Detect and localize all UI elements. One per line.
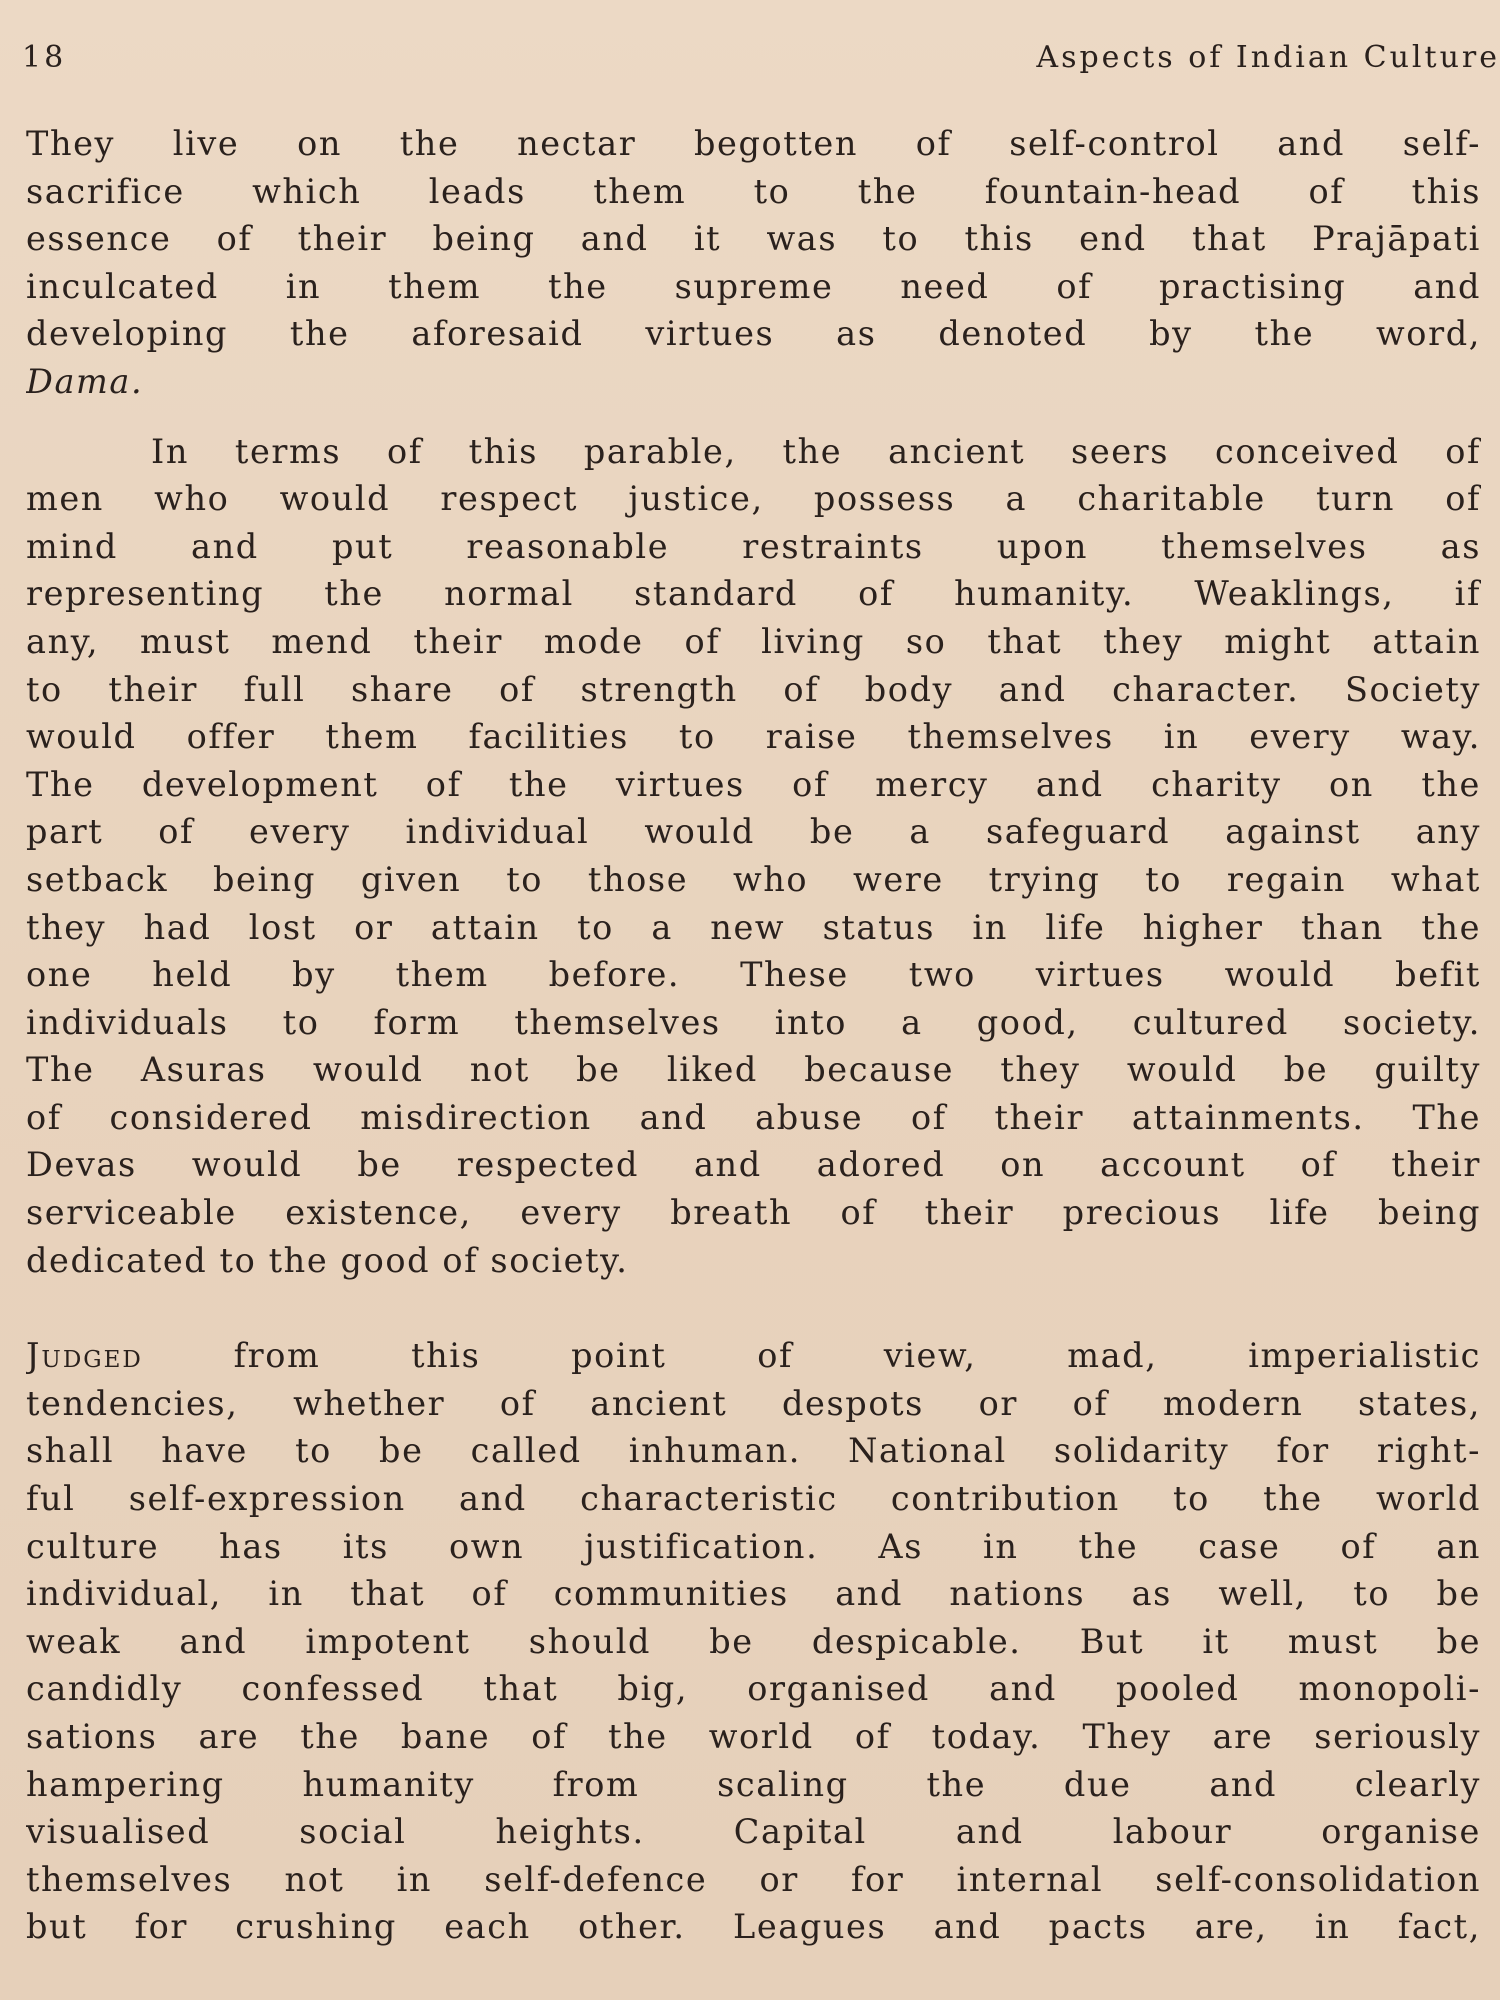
paragraph-lead-word: Judged bbox=[26, 1336, 143, 1376]
text-line: weak and impotent should be despicable. But it must be bbox=[26, 1621, 1481, 1661]
text-line: to their full share of strength of body and character. Society bbox=[26, 669, 1481, 709]
text-line: individual, in that of communities and nations as well, to be bbox=[26, 1574, 1481, 1614]
text-line: dedicated to the good of society. bbox=[26, 1240, 629, 1280]
text-line: but for crushing each other. Leagues and pacts are, in fact, bbox=[26, 1907, 1481, 1947]
text-line: mind and put reasonable restraints upon themselves as bbox=[26, 526, 1481, 566]
paragraph bbox=[26, 428, 1481, 1285]
text-line: Devas would be respected and adored on account of their bbox=[26, 1145, 1481, 1185]
text-line: visualised social heights. Capital and labour organise bbox=[26, 1812, 1481, 1852]
text-line bbox=[26, 358, 1481, 406]
running-head: Aspects of Indian Culture bbox=[1036, 40, 1500, 75]
text-line: In terms of this parable, the ancient seers conceived of bbox=[151, 431, 1481, 471]
text-line: essence of their being and it was to this end that Prajāpati bbox=[26, 219, 1481, 259]
text-line: setback being given to those who were trying to regain what bbox=[26, 859, 1481, 899]
text-line: serviceable existence, every breath of their precious life being bbox=[26, 1193, 1481, 1233]
page-body bbox=[26, 120, 1481, 1951]
text-line: they had lost or attain to a new status in life higher than the bbox=[26, 907, 1481, 947]
text-line: culture has its own justification. As in the case of an bbox=[26, 1526, 1481, 1566]
text-line: ful self-expression and characteristic contribution to the world bbox=[26, 1479, 1481, 1519]
text-line: tendencies, whether of ancient despots or of modern states, bbox=[26, 1383, 1481, 1423]
text-line: They live on the nectar begotten of self-control and self- bbox=[26, 124, 1481, 163]
text-line: part of every individual would be a safeguard against any bbox=[26, 812, 1481, 852]
text-line bbox=[26, 1332, 1481, 1380]
paragraph bbox=[26, 1332, 1481, 1951]
text-line: shall have to be called inhuman. National solidarity for right- bbox=[26, 1431, 1481, 1471]
text-line: would offer them facilities to raise themselves in every way. bbox=[26, 717, 1481, 757]
text-line: any, must mend their mode of living so that they might attain bbox=[26, 621, 1481, 661]
paragraph bbox=[26, 120, 1481, 406]
text-line: sacrifice which leads them to the fountain-head of this bbox=[26, 171, 1481, 211]
text-line: developing the aforesaid virtues as denoted by the word, bbox=[26, 314, 1481, 354]
text-line: sations are the bane of the world of today. They are seriously bbox=[26, 1717, 1481, 1756]
first-line-text: from this point of view, mad, imperialistic bbox=[233, 1336, 1481, 1376]
text-line: The development of the virtues of mercy and charity on the bbox=[26, 764, 1481, 804]
page-header bbox=[22, 40, 1500, 90]
text-line: themselves not in self-defence or for internal self-consolidation bbox=[26, 1859, 1481, 1899]
text-line: one held by them before. These two virtues would befit bbox=[26, 955, 1481, 995]
text-line: representing the normal standard of humanity. Weaklings, if bbox=[26, 574, 1481, 614]
text-line: of considered misdirection and abuse of their attainments. The bbox=[26, 1097, 1481, 1137]
text-line: The Asuras would not be liked because they would be guilty bbox=[26, 1050, 1481, 1090]
text-line: inculcated in them the supreme need of practising and bbox=[26, 266, 1481, 306]
text-line: men who would respect justice, possess a charitable turn of bbox=[26, 479, 1481, 519]
text-line: hampering humanity from scaling the due and clearly bbox=[26, 1764, 1481, 1804]
text-line: candidly confessed that big, organised and pooled monopoli- bbox=[26, 1669, 1481, 1709]
page-number: 18 bbox=[22, 40, 67, 75]
text-line: individuals to form themselves into a good, cultured society. bbox=[26, 1002, 1481, 1042]
italic-word: Dama. bbox=[26, 361, 144, 401]
